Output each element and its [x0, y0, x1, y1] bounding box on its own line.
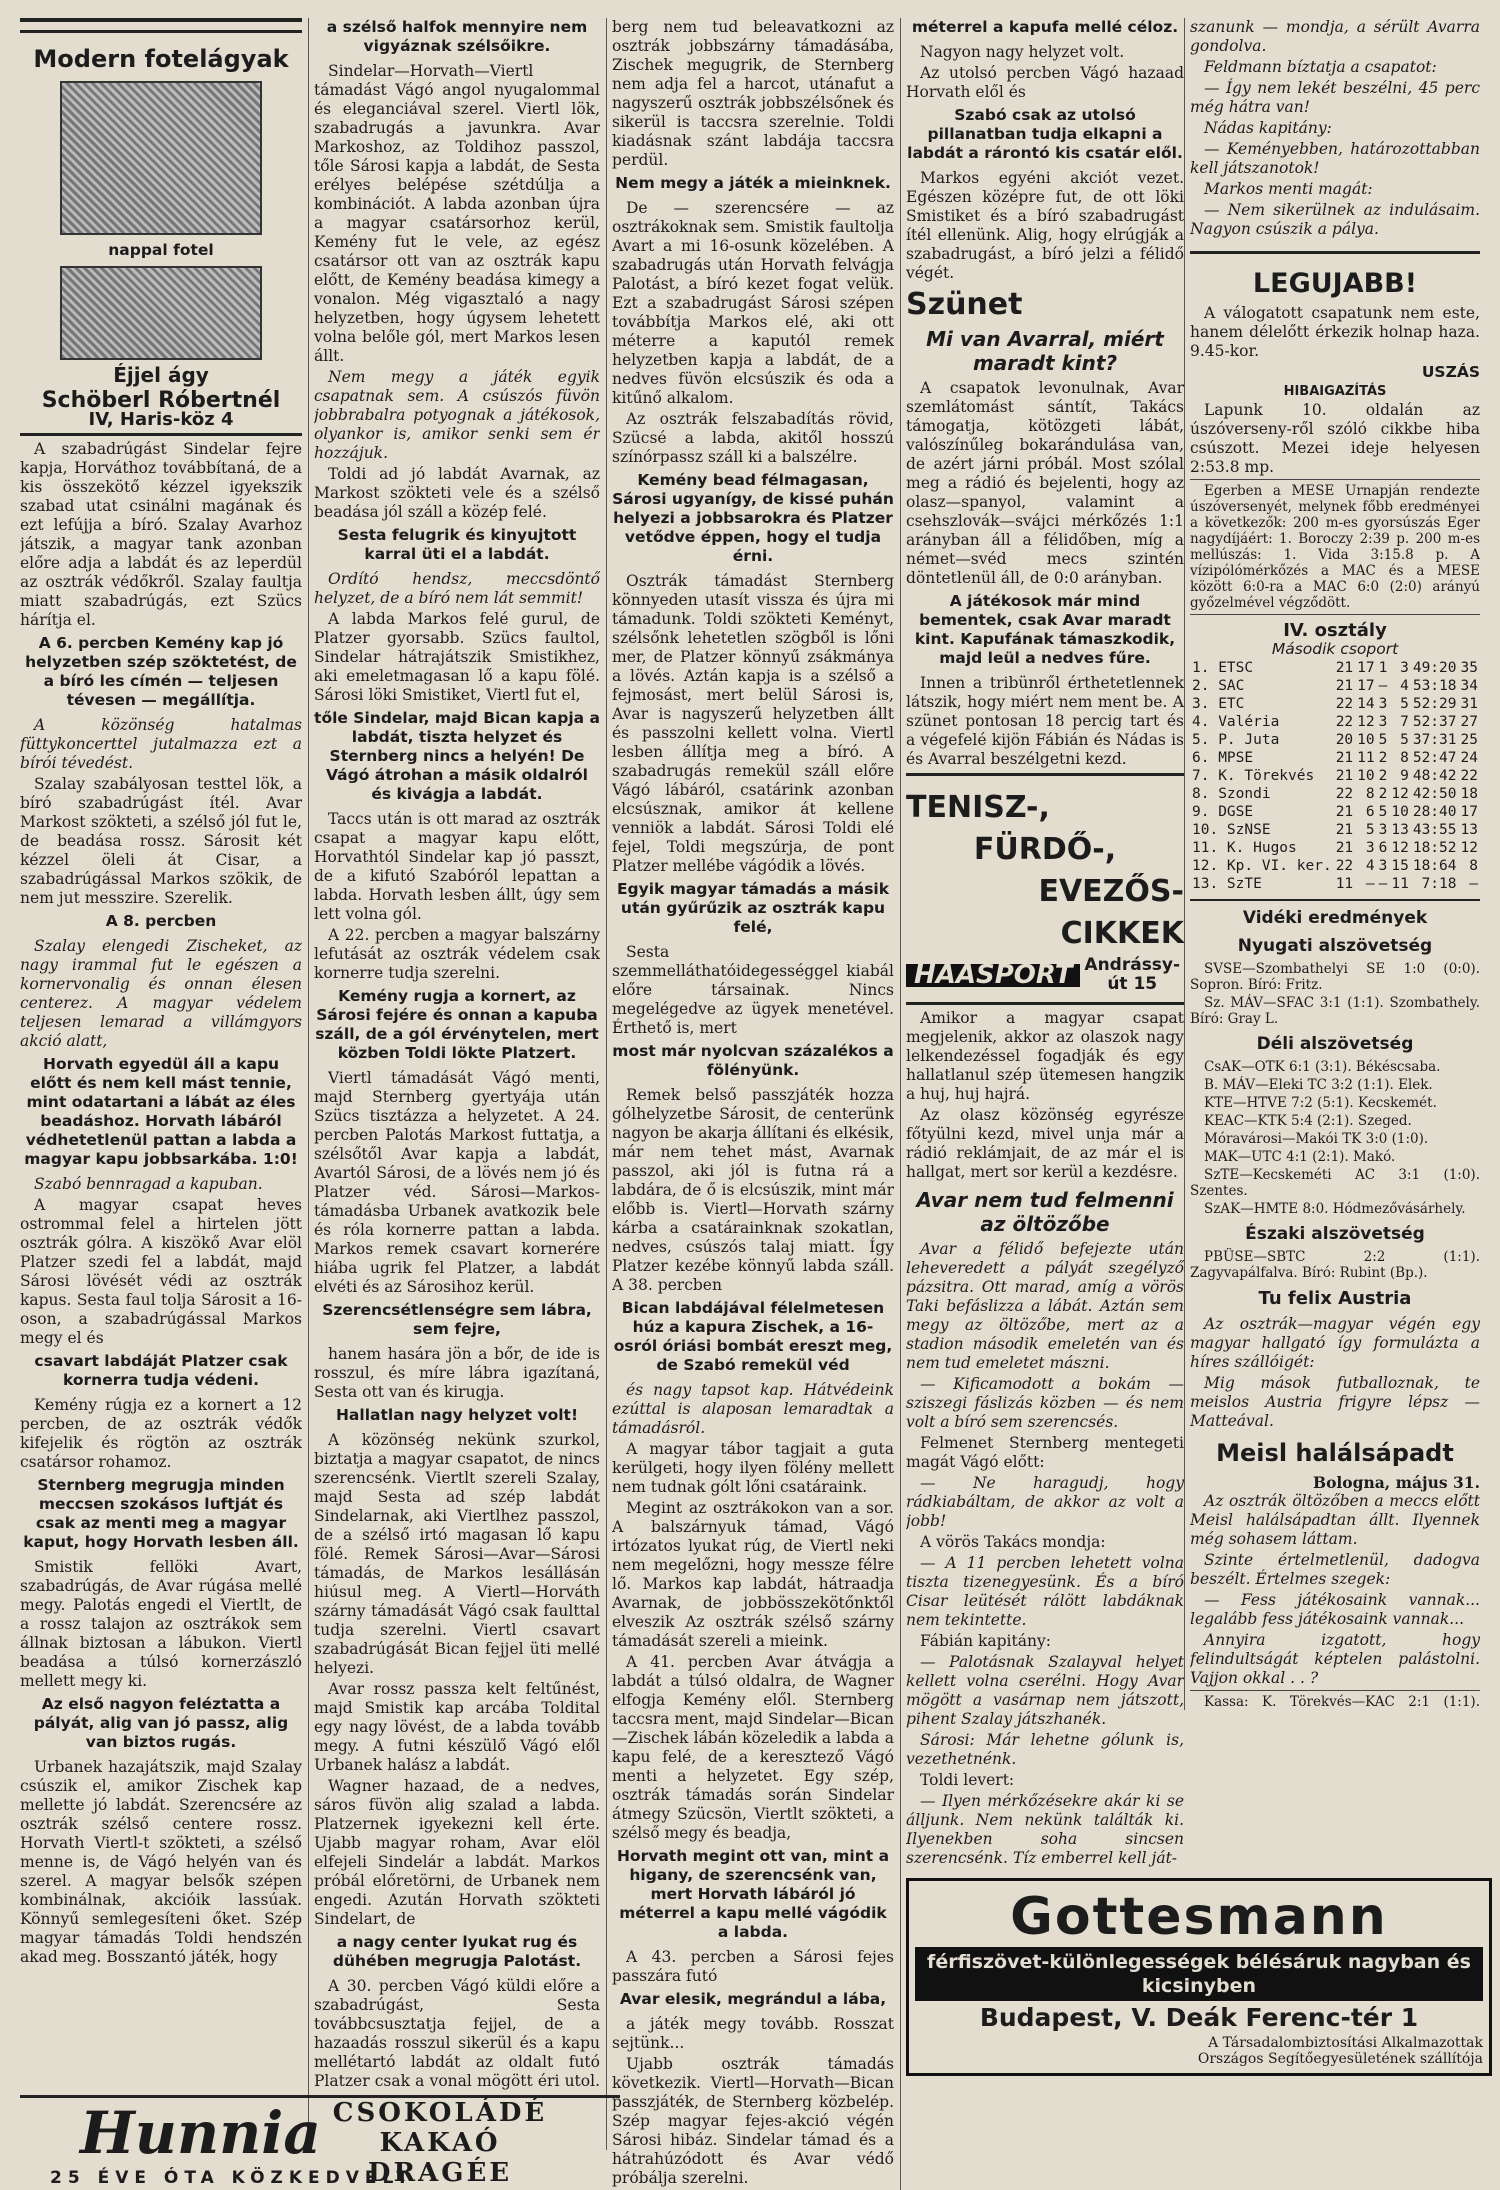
- column-3: [612, 18, 894, 2190]
- armchair-illustration: [60, 81, 262, 235]
- paragraph: Nagyon nagy helyzet volt.: [920, 43, 1125, 61]
- table-row: [1190, 677, 1480, 695]
- result-line: CsAK—OTK 6:1 (3:1). Békéscsaba.: [1204, 1059, 1441, 1075]
- table-cell: 6: [1378, 840, 1388, 856]
- table-cell: 21: [1335, 822, 1354, 838]
- result-line: PBÜSE—SBTC 2:2 (1:1). Zagyvapálfalva. Bíró: Rubint (Bp.).: [1190, 1249, 1480, 1281]
- table-cell: 17: [1357, 678, 1375, 694]
- subhead: Kemény bead félmagasan, Sárosi ugyanígy, de kissé puhán helyezi a jobbsarokra és Platzer vetődve éppen, hogy el tudja érni.: [612, 471, 894, 565]
- table-cell: 35: [1460, 660, 1478, 676]
- table-cell: 18: [1460, 786, 1478, 802]
- paragraph: — Ne haragudj, hogy rádkiabáltam, de akkor az volt a jobb!: [906, 1474, 1184, 1530]
- result-line: KEAC—KTK 5:4 (2:1). Szeged.: [1204, 1113, 1412, 1129]
- table-cell: —: [1365, 876, 1375, 892]
- ad-line: FÜRDŐ-,: [973, 832, 1117, 867]
- paragraph: Szalay szabályosan testtel lök, a bíró szabadrúgást ítél. Avar Markost szökteti, a szélső jól fut le, de beadása rossz. Sárosit két kézzel öleli át Cisar, a szabadrúgással Markos szökik, de nem jut messzire. Szerelik.: [20, 775, 302, 907]
- paragraph: Markos egyéni akciót vezet. Egészen középre fut, de ott löki Smistiket és a bíró szabadrugást ítél ellenünk. Alig, hogy elrúgják a szabadrugást, a bíró jelzi a félidő végét.: [906, 169, 1184, 282]
- paragraph: Urbanek hazajátszik, majd Szalay csúszik el, amikor Zischek kap mellette jó labdát. Szerencsére az osztrák szélső centere rossz. Horvath Viertl-t szökteti, a szélső menne is, de Vágó helyén van és szerel. A magyar belsők szépen kombinálnak, akcióik lassúak. Könnyű semlegesíteni őket. Szép magyar támadás Toldi hendszén akad meg. Bosszantó játék, hogy: [20, 1758, 302, 1966]
- table-cell: 6: [1365, 804, 1375, 820]
- column-rule: [606, 18, 607, 2150]
- paragraph: Remek belső passzjáték hozza gólhelyzetbe Sárosit, de centerünk nagyon be akarja állítani és elkésik, már nem tehet mást, Avarnak passzol, aki jól is futna rá a labdára, de ő is elcsúszik, mint már előbb is. Viertl—Horvath szárny kárba a csatárainknak szokatlan, nedves, csúszós talaj miatt. Így Platzer kezébe könnyű labda száll. A 38. percben: [612, 1086, 894, 1294]
- column-rule: [1184, 18, 1185, 1710]
- paragraph: Markos menti magát:: [1204, 180, 1373, 198]
- result-line: SVSE—Szombathelyi SE 1:0 (0:0). Sopron. Bíró: Fritz.: [1190, 961, 1480, 993]
- table-row: [1190, 731, 1480, 749]
- table-cell: 24: [1460, 750, 1478, 766]
- felix-headline: Tu felix Austria: [1258, 1288, 1412, 1309]
- paragraph: Nádas kapitány:: [1204, 119, 1332, 137]
- table-cell: 2: [1378, 750, 1388, 766]
- table-cell: 2: [1378, 786, 1388, 802]
- result-line: Sz. MÁV—SFAC 3:1 (1:1). Szombathely. Bíró: Gray L.: [1190, 995, 1480, 1027]
- table-cell: 21: [1335, 750, 1354, 766]
- table-cell: —: [1378, 876, 1388, 892]
- table-cell: 28:40: [1412, 804, 1457, 820]
- table-cell: 10: [1357, 732, 1375, 748]
- table-cell: 21: [1335, 768, 1354, 784]
- table-cell: 7:18: [1421, 876, 1457, 892]
- avar-headline: Avar nem tud felmenni az öltözőbe: [916, 1188, 1174, 1236]
- column-5: [1190, 18, 1480, 1710]
- table-cell: —: [1469, 876, 1478, 892]
- gottesmann-note: Országos Segítőegyesületének szállítója: [1197, 2051, 1483, 2067]
- paragraph: Egerben a MESE Urnapján rendezte úszóversenyét, melynek főbb eredményei a következők: 200 m-es gyorsúszás Eger nagydíjáért: 1. Boroczy 2:39 p. 200 m-es mellúszás: 1. Vida 3:15.8 p. A vízipólómérkőzés a MAC és a MESE között 6:0-ra a MAC 6:0 (2:0) arányú győzelmével végződött.: [1190, 479, 1480, 615]
- table-cell: 21: [1335, 660, 1354, 676]
- table-cell: 20: [1335, 732, 1354, 748]
- table-cell: 12: [1460, 840, 1478, 856]
- ad-title: Modern fotelágyak: [33, 45, 289, 73]
- paragraph: Az utolsó percben Vágó hazaad Horvath elől és: [906, 64, 1184, 101]
- table-cell: 52:37: [1412, 714, 1457, 730]
- subhead: Az első nagyon feléztatta a pályát, alig van jó passz, alig van biztos rugás.: [33, 1695, 289, 1751]
- table-cell: 31: [1460, 696, 1478, 712]
- paragraph: A 22. percben a magyar balszárny lefutását az osztrák védelem csak kornerre tudja szerelni.: [314, 926, 600, 982]
- paragraph: Sindelar—Horvath—Viertl támadást Vágó angol nyugalommal és eleganciával szerel. Viertl lök, szabadrugás a javunkra. Avar Markoshoz, az Toldihoz passzol, tőle Sárosi kapja a labdát, de Sesta erélyes belépése szétdúlja a kombinációt. A labda azonban újra a magyar csatársorhoz kerül, Kemény fut le vele, az egész csatársor ott van az osztrák kapu előtt, de Kemény beadása kimegy a vonalon. Még vigasztaló a nagy helyzetben, hogy úgysem lehetett volna belőle gól, mert Markos lesen állt.: [314, 62, 600, 365]
- table-cell: 5: [1378, 732, 1388, 748]
- paragraph: A vörös Takács mondja:: [920, 1533, 1106, 1551]
- table-cell: 11: [1391, 876, 1409, 892]
- table-row: [1190, 695, 1480, 713]
- table-cell: 11: [1357, 750, 1375, 766]
- paragraph: — Fess játékosaink vannak... legalább fess játékosaink vannak...: [1190, 1591, 1480, 1628]
- paragraph: Az osztrák öltözőben a meccs előtt Meisl halálsápadtan állt. Ilyennek még sohasem láttam.: [1190, 1492, 1480, 1548]
- table-cell: 22: [1335, 858, 1354, 874]
- table-cell: 21: [1335, 678, 1354, 694]
- result-line: B. MÁV—Eleki TC 3:2 (1:1). Elek.: [1204, 1077, 1433, 1093]
- paragraph: szanunk — mondja, a sérült Avarra gondolva.: [1190, 18, 1480, 55]
- szunet-headline: Szünet: [906, 287, 1023, 322]
- ad-brand-row: [906, 956, 1184, 994]
- paragraph: berg nem tud beleavatkozni az osztrák jobbszárny támadásába, Zischek megugrik, de Sternberg nem adja fel a harcot, utánafut a nagyszerű osztrák jobbszélsőnek és sikerül is taccsra szerelnie. Toldi kiadásnak szánt labdája taccsra perdül.: [612, 18, 894, 169]
- table-cell: 5: [1400, 732, 1409, 748]
- table-row: [1190, 785, 1480, 803]
- table-row: [1190, 875, 1480, 893]
- furniture-ad: [20, 30, 302, 436]
- table-cell: 13. SzTE: [1192, 876, 1262, 892]
- table-cell: 8: [1469, 858, 1478, 874]
- table-cell: 3: [1378, 696, 1388, 712]
- subhead: Bican labdájával félelmetesen húz a kapura Zischek, a 16-osról óriási bombát ereszt meg, de Szabó remekül véd: [613, 1299, 893, 1374]
- table-cell: 18:52: [1412, 840, 1457, 856]
- table-cell: 17: [1460, 804, 1478, 820]
- table-cell: 49:20: [1412, 660, 1457, 676]
- table-cell: 27: [1460, 714, 1478, 730]
- table-cell: 22: [1335, 786, 1354, 802]
- paragraph: — Keményebben, határozottabban kell játszanotok!: [1190, 140, 1480, 177]
- paragraph: Innen a tribünről érthetetlennek látszik, hogy miért nem ment be. A szünet pontosan 18 percig tart és a végefelé kijön Fábián és Nádas is és Avarral beszélgetni kezd.: [906, 674, 1184, 768]
- table-cell: 5: [1400, 696, 1409, 712]
- table-cell: 3: [1378, 714, 1388, 730]
- table-cell: 5: [1365, 822, 1375, 838]
- table-cell: 10. SzNSE: [1192, 822, 1271, 838]
- ad-line: CSOKOLÁDÉ: [332, 2098, 548, 2128]
- table-cell: 8: [1400, 750, 1409, 766]
- paragraph: Az olasz közönség egyrésze főtyülni kezd, mivel unja már a rádió reklámjait, de az már el is hallgat, mert sor kerül a kezdésre.: [906, 1106, 1184, 1181]
- result-line: MAK—UTC 4:1 (2:1). Makó.: [1204, 1149, 1396, 1165]
- paragraph: Avar a félidő befejezte után leheveredett a pályát szegélyző pázsitra. Ott marad, amíg a vörös Taki befáslizza a lábát. Aztán sem megy az öltözőbe, mert az a stadion második emeletén van és nem tud emeletet mászni.: [906, 1240, 1184, 1372]
- table-cell: 22: [1335, 714, 1354, 730]
- table-cell: 15: [1391, 858, 1409, 874]
- paragraph: A közönség hatalmas füttykoncerttel jutalmazza ezt a bírói tévedést.: [20, 716, 302, 772]
- table-cell: 3: [1400, 660, 1409, 676]
- paragraph: — Ilyen mérkőzésekre akár ki se álljunk. Nem nekünk találták ki. Ilyenekben soha sincsen szerencsénk. Tíz emberrel kell ját-: [906, 1792, 1184, 1867]
- table-cell: 5. P. Juta: [1192, 732, 1280, 748]
- subhead: Avar elesik, megrándul a lába,: [619, 1990, 887, 2008]
- result-line: SzAK—HMTE 8:0. Hódmezővásárhely.: [1204, 1201, 1466, 1217]
- ad-ejjel: Éjjel ágy: [113, 363, 209, 387]
- csoport-heading: Második csoport: [1271, 640, 1399, 658]
- paragraph: és nagy tapsot kap. Hátvédeink ezúttal is alaposan lemaradtak a támadásról.: [612, 1381, 894, 1437]
- osztaly-heading: IV. osztály: [1283, 620, 1387, 641]
- table-cell: —: [1378, 678, 1388, 694]
- legujabb-headline: LEGUJABB!: [1190, 251, 1480, 300]
- videki-headline: Vidéki eredmények: [1190, 899, 1480, 929]
- table-row: [1190, 821, 1480, 839]
- gottesmann-note: A Társadalombiztosítási Alkalmazottak: [1208, 2035, 1483, 2051]
- table-row: [1190, 767, 1480, 785]
- table-cell: 21: [1335, 804, 1354, 820]
- table-cell: 25: [1460, 732, 1478, 748]
- meisl-headline: Meisl halálsápadt: [1216, 1439, 1454, 1467]
- ad-line: EVEZŐS-: [1038, 874, 1184, 909]
- table-cell: 3: [1365, 840, 1375, 856]
- table-cell: 14: [1357, 696, 1375, 712]
- paragraph: Szalay elengedi Zischeket, az nagy irammal fut le egészen a kornervonalig és onnan élesen centerez. A magyar védelem teljesen lemarad a villámgyors akció alatt,: [20, 937, 302, 1050]
- subhead: tőle Sindelar, majd Bican kapja a labdát, tiszta helyzet és Sternberg nincs a helyén! De Vágó átrohan a másik oldalról és kivágja a labdát.: [314, 709, 600, 803]
- paragraph: A szabadrúgást Sindelar fejre kapja, Horváthoz továbbítaná, de a kis összekötő kézzel igyekszik szabad utat csinálni magának és ezt lefújja a bíró. Szalay Avarhoz játszik, a magyar tank azonban előre adja a labdát és az leperdül az osztrák védőkről. Szalay faultja miatt szabadrúgás, ezt Szücs hárítja el.: [20, 440, 302, 629]
- table-cell: 13: [1391, 822, 1409, 838]
- szunet-subheadline: Mi van Avarral, miért maradt kint?: [926, 327, 1164, 375]
- table-cell: 12: [1357, 714, 1375, 730]
- paragraph: a játék megy tovább. Rosszat sejtünk...: [612, 2015, 894, 2052]
- table-row: [1190, 857, 1480, 875]
- table-cell: 3. ETC: [1192, 696, 1245, 712]
- table-cell: 13: [1460, 822, 1478, 838]
- table-row: [1190, 659, 1480, 677]
- paragraph: Osztrák támadást Sternberg könnyeden utasít vissza és újra mi támadunk. Toldi szökteti Keményt, szélsőnk lehetetlen szögből is lőni mer, de Platzer könnyű zsákmánya a lövés. Aztán kapja is a szélső a fejmosást, mert belül Sárosi is, Avar is nagyszerű helyzetben állt és passzolni kellett volna. Viertl lesben állítja meg a bíró. A szabadrugás remekül száll előre Vágó lábáról, csatárink azonban elcsúsznak, amikor át kellene venniök a labdát. Sárosi Toldi elé fejel, Toldi megszúrja, de pont Platzer mellébe vágódik a lövés.: [612, 572, 894, 875]
- ad-nappal: nappal fotel: [108, 241, 214, 259]
- deli-heading: Déli alszövetség: [1256, 1034, 1414, 1054]
- paragraph: Toldi ad jó labdát Avarnak, az Markost szökteti vele és a szélső beadása jól száll a közép felé.: [314, 465, 600, 521]
- paragraph: Az osztrák felszabadítás rövid, Szücsé a labda, akitől hosszú színórpassz száll ki a balszélre.: [612, 410, 894, 466]
- table-cell: 9. DGSE: [1192, 804, 1254, 820]
- paragraph: Szinte értelmetlenül, dadogva beszélt. Értelmes szegek:: [1190, 1551, 1480, 1588]
- paragraph: Az osztrák—magyar végén egy magyar hallgató így formulázta a híres szállóigét:: [1190, 1315, 1480, 1371]
- paragraph: Toldi levert:: [920, 1771, 1015, 1789]
- sport-ad: [906, 773, 1184, 1005]
- subhead: Sesta felugrik és kinyujtott karral üti el a labdát.: [337, 526, 577, 563]
- column-4: [906, 18, 1184, 2190]
- table-cell: 7: [1400, 714, 1409, 730]
- paragraph: Kemény rúgja ez a kornert a 12 percben, de az osztrák védők kifejelik és rögtön az osztrák csatársor rohamoz.: [20, 1396, 302, 1471]
- column-rule: [308, 18, 309, 2150]
- paragraph: Felmenet Sternberg mentegeti magát Vágó előtt:: [906, 1434, 1184, 1471]
- table-cell: 3: [1378, 858, 1388, 874]
- paragraph: A 41. percben Avar átvágja a labdát a túlsó oldalra, de Wagner elfogja Kemény elől. Sternberg taccsra ment, majd Sindelar—Bican—Zischek lábán közeledik a labda a kapu felé, de a keresztező Vágó menti a helyzetet. Egy szép, osztrák támadás során Sindelar átmegy Szücsön, Viertlt szökteti, a szélső megy és beadja,: [612, 1653, 894, 1842]
- ad-line: CIKKEK: [1060, 916, 1184, 951]
- subhead: Sternberg megrugja minden meccsen szokásos luftját és csak az menti meg a magyar kaput, hogy Horvath lesben áll.: [23, 1476, 299, 1551]
- paragraph: Viertl támadását Vágó menti, majd Sternberg gyertyája után Szücs tisztázza a helyzetet. A 24. percben Palotás Markost futtatja, a szélsőtől Avar kapja a labdát, Avartól Sárosi, de a lövés nem jó és Platzer véd. Sárosi—Markos-támadásba Urbanek avatkozik bele és róla kornerre pattan a labda. Markos remek csavart kornerére hiába ugrik fel Platzer, a labdát elvéti és az Sárosihoz kerül.: [314, 1069, 600, 1296]
- paragraph: Szabó bennragad a kapuban.: [34, 1175, 263, 1193]
- paragraph: — A 11 percben lehetett volna tiszta tizenegyesünk. És a bíró Cisar leütését rálött labdáknak nem tekintette.: [906, 1554, 1184, 1629]
- table-cell: 7. K. Törekvés: [1192, 768, 1315, 784]
- paragraph: Lapunk 10. oldalán az úszóverseny-ről szóló cikkbe hiba csúszott. Mezei ideje helyesen 2:53.8 mp.: [1190, 401, 1480, 476]
- haasport-logo: HAASPORT: [906, 964, 1080, 987]
- subhead: A játékosok már mind bementek, csak Avar maradt kint. Kapufának támaszkodik, majd leül a nedves fűre.: [914, 592, 1176, 667]
- paragraph: De — szerencsére — az osztrákoknak sem. Smistik faultolja Avart a mi 16-osunk közelében. A szabadrugás után Horvath felvágja Palotást, a bíró kezet fogat velük. Ezt a szabadrugást Sárosi szépen továbbítja Markos elé, aki ott méterre a kaputól remek helyzetben kapja a labdát, de a nedves füvön elcsúszik és oda a kitűnő alkalom.: [612, 199, 894, 407]
- hibaigazitas-heading: HIBAIGAZÍTÁS: [1283, 384, 1387, 399]
- table-cell: 8. Szondi: [1192, 786, 1271, 802]
- table-cell: 8: [1365, 786, 1375, 802]
- gottesmann-ad: [906, 1878, 1492, 2076]
- table-row: [1190, 803, 1480, 821]
- paragraph: Amikor a magyar csapat megjelenik, akkor az olaszok nagy lelkendezéssel fogadják és egy hallatlanul szép ütemesen hangzik a huj, huj hajrá.: [906, 1009, 1184, 1103]
- table-cell: 9: [1400, 768, 1409, 784]
- table-cell: 11: [1335, 876, 1354, 892]
- subhead: Horvath megint ott van, mint a higany, de szerencsénk van, mert Horvath lábáról jó méterrel a kapu mellé vágódik a labda.: [616, 1847, 890, 1941]
- ad-company: Schöberl Róbertnél: [41, 388, 281, 413]
- paragraph: Feldmann bíztatja a csapatot:: [1204, 58, 1437, 76]
- table-cell: 4: [1400, 678, 1409, 694]
- table-row: [1190, 713, 1480, 731]
- table-cell: 3: [1378, 822, 1388, 838]
- table-cell: 4: [1365, 858, 1375, 874]
- uszas-heading: USZÁS: [1421, 363, 1480, 381]
- paragraph: A 30. percben Vágó küldi előre a szabadrúgást, Sesta továbbcsusztatja fejjel, de a hazaadás rosszul sikerül és a kapu mellétartó labdát az oldalt futó Platzer csak a vonal mögött éri utol.: [314, 1977, 600, 2090]
- top-rule: [20, 18, 302, 22]
- paragraph: Nem megy a játék egyik csapatnak sem. A csúszós füvön jobbrabalra potyognak a játékosok, olyankor is, amikor senki sem ér hozzájuk.: [314, 368, 600, 462]
- subhead: Nem megy a játék a mieinknek.: [615, 174, 891, 192]
- table-cell: 34: [1460, 678, 1478, 694]
- paragraph: — Így nem lekét beszélni, 45 perc még hátra van!: [1190, 79, 1480, 116]
- subhead: Szerencsétlenségre sem lábra, sem fejre,: [322, 1301, 592, 1338]
- table-cell: 1: [1378, 660, 1388, 676]
- table-cell: 2: [1378, 768, 1388, 784]
- table-cell: 12: [1391, 786, 1409, 802]
- column-rule: [900, 18, 901, 2190]
- result-line: Móravárosi—Makói TK 3:0 (1:0).: [1204, 1131, 1429, 1147]
- dateline: Bologna, május 31.: [1312, 1473, 1480, 1492]
- table-cell: 1. ETSC: [1192, 660, 1254, 676]
- hunnia-ad: [20, 2095, 620, 2190]
- table-cell: 17: [1357, 660, 1375, 676]
- paragraph: Sesta szemmelláthatóidegességgel kiabál előre társainak. Nincs megelégedve az ügyek menetével. Érthető is, mert: [612, 943, 894, 1037]
- gottesmann-address: Budapest, V. Deák Ferenc-tér 1: [979, 2003, 1419, 2032]
- standings-table: [1190, 659, 1480, 893]
- subhead: Egyik magyar támadás a másik után gyűrűzik az osztrák kapu felé,: [616, 880, 890, 936]
- paragraph: A közönség nekünk szurkol, biztatja a magyar csapatot, de nincs szerencsénk. Viertlt szereli Szalay, majd Sesta ad szép labdát Sindelarnak, aki Viertlhez passzol, de a szélső irtó magasan lő kapu fölé. Remek Sárosi—Avar—Sárosi támadás, de Markos lesállásán hiúsul meg. A Viertl—Horváth szárny támadását Vágó csak faulttal tudja szerelni. Viertl csavart szabadrúgását Bican fejjel üti mellé helyezi.: [314, 1431, 600, 1677]
- table-cell: 22: [1335, 696, 1354, 712]
- ad-line: DRAGÉE: [367, 2158, 513, 2188]
- table-cell: 4. Valéria: [1192, 714, 1280, 730]
- paragraph: A válogatott csapatunk nem este, hanem délelőtt érkezik holnap haza. 9.45-kor.: [1190, 304, 1480, 360]
- hunnia-since: 25 ÉVE ÓTA KÖZKEDVELT: [50, 2168, 415, 2188]
- table-cell: 52:47: [1412, 750, 1457, 766]
- subhead: Szabó csak az utolsó pillanatban tudja elkapni a labdát a rárontó kis csatár elől.: [907, 106, 1183, 162]
- table-cell: 11. K. Hugos: [1192, 840, 1297, 856]
- subhead: most már nyolcvan százalékos a fölényünk.: [612, 1042, 894, 1079]
- paragraph: — Nem sikerülnek az indulásaim. Nagyon csúszik a pálya.: [1190, 201, 1480, 238]
- paragraph: Megint az osztrákokon van a sor. A balszárnyuk támad, Vágó irtózatos lyukat rúg, de Viertl neki nem megelőzni, hogy messze félre lő. Markos kap labdát, hátraadja Avarnak, de jobbösszekötőnktől elveszik Az osztrák szélső szárny támadását szereli a mieink.: [612, 1499, 894, 1650]
- subhead: Horvath egyedül áll a kapu előtt és nem kell mást tennie, mint odatartani a lábát az éles beadáshoz. Horvath lábáról védhetetlenül pattan a labda a magyar kapu jobbsarkába. 1:0!: [24, 1055, 298, 1168]
- subhead: Kemény rugja a kornert, az Sárosi fejére és onnan a kapuba száll, de a gól érvénytelen, mert közben Toldi lökte Platzert.: [315, 987, 599, 1062]
- table-cell: 48:42: [1412, 768, 1457, 784]
- column-1: [20, 18, 302, 2090]
- table-cell: 10: [1391, 804, 1409, 820]
- hunnia-logo: Hunnia: [80, 2099, 321, 2167]
- table-cell: 43:55: [1412, 822, 1457, 838]
- result-line: Kassa: K. Törekvés—KAC 2:1 (1:1).: [1190, 1690, 1480, 1710]
- result-line: KTE—HTVE 7:2 (5:1). Kecskemét.: [1204, 1095, 1437, 1111]
- subhead: A 8. percben: [105, 912, 217, 930]
- paragraph: A 43. percben a Sárosi fejes passzára futó: [612, 1948, 894, 1985]
- gottesmann-sub: férfiszövet-különlegességek bélésáruk nagyban és kicsinyben: [915, 1947, 1483, 2001]
- result-line: SzTE—Kecskeméti AC 3:1 (1:0). Szentes.: [1190, 1167, 1480, 1199]
- subhead: csavart labdáját Platzer csak kornerra tudja védeni.: [34, 1352, 288, 1389]
- ad-line: KAKAÓ: [379, 2128, 501, 2158]
- table-cell: 21: [1335, 840, 1354, 856]
- paragraph: A magyar tábor tagjait a guta kerülgeti, hogy ilyen fölény mellett nem tudnak gólt lőni csatáraink.: [612, 1440, 894, 1496]
- paragraph: — Kificamodott a bokám — sziszegi fáslizás közben — és nem volt a bíró sem szerencsés.: [906, 1375, 1184, 1431]
- paragraph: Ordító hendsz, meccsdöntő helyzet, de a bíró nem lát semmit!: [314, 570, 600, 607]
- paragraph: Mig mások futballoznak, te meislos Austria frigyre lépsz — Matteával.: [1190, 1374, 1480, 1430]
- subhead: a nagy center lyukat rug és dühében megrugja Palotást.: [332, 1933, 582, 1970]
- paragraph: Smistik fellöki Avart, szabadrúgás, de Avar rúgása mellé megy. Palotás engedi el Viertlt, de a rossz talajon az osztrákok sem állnak biztosan a lábukon. Viertl beadása a túlsó kornerzászló mellett megy ki.: [20, 1558, 302, 1690]
- ad-line: TENISZ-,: [906, 790, 1050, 825]
- table-cell: 6. MPSE: [1192, 750, 1254, 766]
- paragraph: Wagner hazaad, de a nedves, sáros füvön alig szalad a labda. Platzernek igyekezni kell érte. Ujabb magyar roham, Avar elöl elfejeli Sindelár a labdát. Markos próbál előretörni, de Urbanek nem engedi. Azután Horvath szökteti Sindelart, de: [314, 1777, 600, 1928]
- eszaki-heading: Északi alszövetség: [1245, 1224, 1425, 1244]
- table-cell: 5: [1378, 804, 1388, 820]
- subhead: A 6. percben Kemény kap jó helyzetben szép szöktetést, de a bíró les címén — teljesen tévesen — megállítja.: [25, 634, 297, 709]
- paragraph: Avar rossz passza kelt feltűnést, majd Smistik kap arcába Toldital egy nagy lövést, de a labda tovább megy. A futni készülő Vágó elől Urbanek halász a labdát.: [314, 1680, 600, 1774]
- paragraph: Fábián kapitány:: [920, 1632, 1051, 1650]
- table-cell: 10: [1357, 768, 1375, 784]
- paragraph: A csapatok levonulnak, Avar szemlátomást sántít, Takács támogatja, kötözgeti lábát, valószínűleg bokarándulása van, de azért járni próbál. Most szólal meg a rádió és bejelenti, hogy az olasz—spanyol, valamint a csehszlovák—svájci mérkőzés 1:1 arányban áll a félidőben, míg a német—svéd mecs szintén döntetlenül áll, de 0:0 arányban.: [906, 379, 1184, 587]
- table-cell: 2. SAC: [1192, 678, 1245, 694]
- table-cell: 52:29: [1412, 696, 1457, 712]
- table-row: [1190, 749, 1480, 767]
- paragraph: — Palotásnak Szalayval helyet kellett volna cserélni. Hogy Avar mögött a vasárnap nem játszott, pihent Szalay játszhanék.: [906, 1653, 1184, 1728]
- ad-address: Andrássy-út 15: [1084, 955, 1181, 994]
- paragraph: A magyar csapat heves ostrommal felel a hirtelen jött osztrák gólra. A kiszökő Avar elöl Platzer szedi fel a labdát, majd Sárosi lövését védi az osztrák kapus. Sesta faul tolja Sárosit a 16-oson, a szabadrúgással Markos megy el és: [20, 1196, 302, 1347]
- gottesmann-name: Gottesmann: [1010, 1887, 1388, 1947]
- table-cell: 12: [1391, 840, 1409, 856]
- paragraph: hanem hasára jön a bőr, de ide is rosszul, és míre lábra igazítaná, Sesta ott van és kirugja.: [314, 1345, 600, 1401]
- subhead: méterrel a kapufa mellé céloz.: [911, 18, 1179, 36]
- table-row: [1190, 839, 1480, 857]
- ad-address: IV, Haris-köz 4: [88, 409, 234, 430]
- table-cell: 22: [1460, 768, 1478, 784]
- subhead: a szélső halfok mennyire nem vigyáznak szélsőikre.: [326, 18, 588, 55]
- paragraph: Annyira izgatott, hogy felindultságát képtelen palástolni. Vajjon okkal . . ?: [1190, 1631, 1480, 1687]
- table-cell: 37:31: [1412, 732, 1457, 748]
- paragraph: Taccs után is ott marad az osztrák csapat a magyar kapu előtt, Horvathtól Sindelar kap jó passzt, de a kifutó Szabóról lepattan a labda. Horvath lesben állt, úgy sem lett volna gól.: [314, 810, 600, 923]
- bed-illustration: [60, 266, 262, 360]
- paragraph: Sárosi: Már lehetne gólunk is, vezethetnénk.: [906, 1731, 1184, 1768]
- table-cell: 18:64: [1412, 858, 1457, 874]
- paragraph: Ujabb osztrák támadás következik. Viertl—Horvath—Bican passzjáték, de Sternberg közbelép. Szép magyar fejes-akció végén Sárosi hibáz. Sindelar támad és a hátrahúzódott és Avar védő próbálja szerelni.: [612, 2055, 894, 2187]
- column-2: [314, 18, 600, 2090]
- subhead: Hallatlan nagy helyzet volt!: [335, 1406, 579, 1424]
- table-cell: 12. Kp. VI. ker.: [1192, 858, 1332, 874]
- paragraph: A labda Markos felé gurul, de Platzer gyorsabb. Szücs faultol, Sindelar hátrajátszik Smistikhez, aki emeletmagasan lő a kapu fölé. Sárosi löki Smistiket, Viertl fut el,: [314, 610, 600, 704]
- table-cell: 53:18: [1412, 678, 1457, 694]
- nyugati-heading: Nyugati alszövetség: [1237, 936, 1433, 956]
- table-cell: 42:50: [1412, 786, 1457, 802]
